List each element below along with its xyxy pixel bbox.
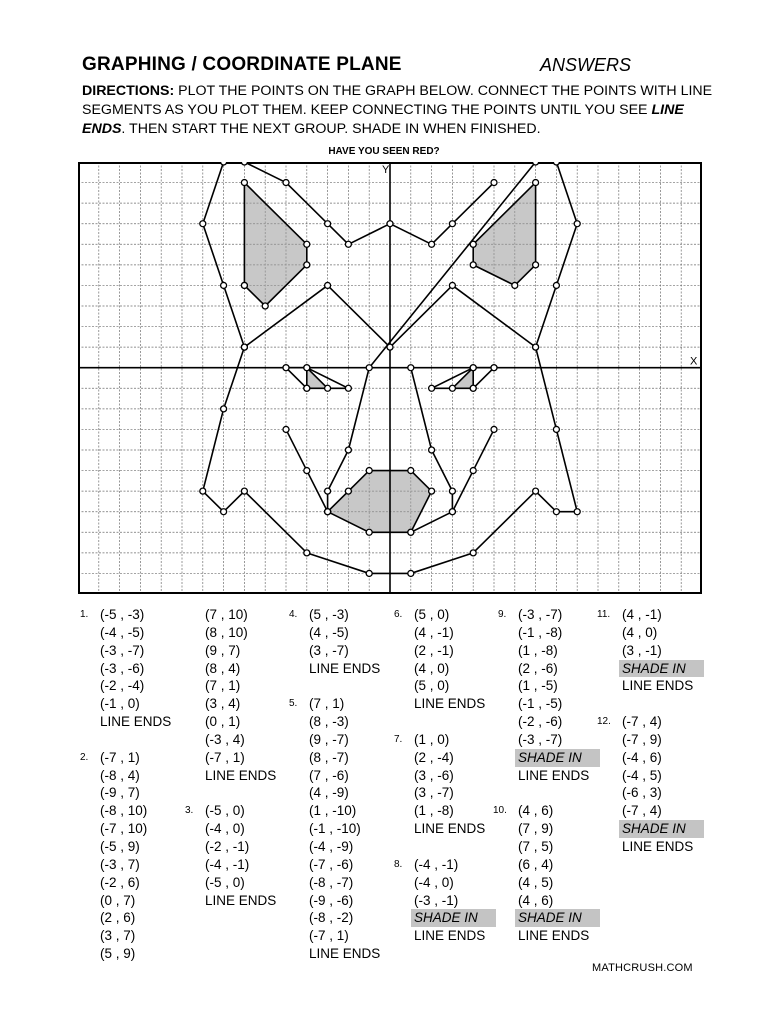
coordinate-pair: (-1 , -5): [518, 696, 563, 712]
coordinate-pair: (-3 , 4): [205, 731, 245, 747]
coordinate-pair: (-2 , 6): [100, 874, 140, 890]
plotted-point: [262, 303, 268, 309]
plotted-point: [345, 385, 351, 391]
line-ends-label: LINE ENDS: [518, 767, 590, 783]
coordinate-pair: (3 , 4): [205, 696, 241, 712]
coordinate-pair: (4 , -9): [309, 785, 349, 801]
shade-in-label: SHADE IN: [515, 749, 600, 767]
coordinate-pair: (0 , 7): [100, 892, 136, 908]
plotted-point: [408, 529, 414, 535]
line-ends-label: LINE ENDS: [622, 678, 694, 694]
point-group: [597, 606, 704, 695]
coordinate-pair: (-4 , -1): [205, 856, 250, 872]
plotted-point: [387, 221, 393, 227]
plotted-point: [200, 221, 206, 227]
coordinate-pair: (6 , 4): [518, 856, 554, 872]
plotted-point: [449, 488, 455, 494]
coordinate-pair: (-7 , -6): [309, 856, 354, 872]
shade-in-label: SHADE IN: [619, 820, 704, 838]
plotted-point: [325, 282, 331, 288]
line-ends-label: LINE ENDS: [100, 714, 172, 730]
coordinate-pair: (4 , -1): [622, 607, 662, 622]
coordinate-pair: (-7 , 10): [100, 821, 148, 837]
plotted-point: [574, 221, 580, 227]
shade-in-row: [600, 660, 704, 678]
shade-in-label: SHADE IN: [411, 909, 496, 927]
coordinate-pair: (7 , 1): [205, 678, 241, 694]
coordinate-pair: (-7 , 4): [622, 714, 662, 730]
line-ends-label: LINE ENDS: [518, 928, 590, 944]
line-ends-label: LINE ENDS: [309, 660, 381, 676]
point-group: [597, 713, 704, 856]
plotted-point: [470, 262, 476, 268]
point-group: [78, 749, 147, 963]
coordinate-pair: (-9 , 7): [100, 785, 140, 801]
line-ends-label: LINE ENDS: [205, 767, 277, 783]
coordinate-pair: (-2 , -6): [518, 714, 563, 730]
coordinate-pair: (5 , 0): [414, 678, 450, 694]
plotted-point: [283, 426, 289, 432]
plotted-point: [408, 570, 414, 576]
coordinate-pair: (-7 , 1): [205, 749, 245, 765]
plotted-point: [345, 241, 351, 247]
plotted-point: [366, 365, 372, 371]
coordinate-plane: [78, 162, 702, 594]
coordinate-pair: (-5 , 0): [205, 874, 245, 890]
group-number: 1.: [80, 609, 89, 620]
coordinate-pair: (1 , -10): [309, 803, 357, 819]
plotted-point: [304, 468, 310, 474]
group-number: 11.: [597, 609, 611, 620]
coordinate-pair: (-7 , 4): [622, 803, 662, 819]
coordinate-pair: (-4 , -5): [100, 624, 145, 640]
coordinate-pair: (-8 , -7): [309, 874, 354, 890]
coordinate-pair: (8 , -3): [309, 714, 349, 730]
coordinate-pair: (8 , 10): [205, 624, 248, 640]
coordinate-pair: (0 , 1): [205, 714, 241, 730]
coordinate-pair: (-3 , -7): [518, 607, 563, 622]
x-axis-label: X: [690, 355, 698, 368]
point-group: [78, 606, 171, 731]
coordinate-pair: (-4 , -9): [309, 839, 354, 854]
point-group: [287, 695, 380, 963]
directions-body-2: . THEN START THE NEXT GROUP. SHADE IN WHEN FINISHED.: [121, 121, 541, 137]
plotted-point: [241, 344, 247, 350]
plotted-point: [241, 488, 247, 494]
plotted-point: [533, 162, 539, 165]
plotted-point: [408, 365, 414, 371]
point-group: [183, 802, 276, 909]
plotted-point: [325, 509, 331, 515]
coordinate-pair: (-1 , 0): [100, 696, 140, 712]
plotted-point: [491, 365, 497, 371]
plotted-point: [553, 426, 559, 432]
coordinate-pair: (-4 , -1): [414, 856, 459, 872]
plotted-point: [366, 570, 372, 576]
plotted-point: [221, 406, 227, 412]
coordinate-pair: (7 , 10): [205, 607, 248, 622]
plotted-point: [512, 282, 518, 288]
plotted-point: [304, 365, 310, 371]
line-ends-label: LINE ENDS: [414, 696, 486, 712]
coordinate-pair: (2 , -4): [414, 749, 454, 765]
page-title: GRAPHING / COORDINATE PLANE: [82, 54, 402, 75]
plotted-point: [241, 162, 247, 165]
coordinate-pair: (-2 , -1): [205, 839, 250, 855]
y-axis-label: Y: [382, 164, 390, 176]
group-number: 3.: [185, 805, 194, 817]
group-number: 4.: [289, 609, 298, 620]
coordinate-pair: (4 , 5): [518, 874, 554, 890]
plotted-point: [408, 468, 414, 474]
plotted-point: [345, 447, 351, 453]
line-ends-label: LINE ENDS: [205, 892, 277, 908]
plotted-point: [470, 241, 476, 247]
line-ends-label: LINE ENDS: [414, 821, 486, 837]
coordinate-pair: (-8 , 4): [100, 767, 140, 783]
puzzle-subtitle: HAVE YOU SEEN RED?: [328, 146, 440, 157]
coordinate-pair: (5 , 0): [414, 607, 450, 622]
plotted-point: [491, 180, 497, 186]
coordinate-pair: (-8 , -2): [309, 910, 354, 926]
plotted-point: [366, 529, 372, 535]
plotted-point: [429, 241, 435, 247]
point-group: [493, 802, 600, 945]
coordinate-pair: (5 , -3): [309, 607, 349, 622]
coordinate-pair: (4 , 6): [518, 892, 554, 908]
coordinate-pair: (8 , 4): [205, 660, 241, 676]
coordinate-pair: (-1 , -8): [518, 624, 563, 640]
coordinate-pair: (8 , -7): [309, 749, 349, 765]
coordinate-pair: (7 , 5): [518, 839, 554, 855]
plotted-point: [470, 468, 476, 474]
plotted-point: [574, 509, 580, 515]
plotted-point: [283, 365, 289, 371]
plotted-point: [553, 282, 559, 288]
coordinate-pair: (1 , -8): [518, 642, 558, 658]
coordinate-pair: (7 , 1): [309, 696, 345, 712]
shade-in-label: SHADE IN: [515, 909, 600, 927]
answers-label: ANSWERS: [540, 55, 632, 75]
plotted-point: [449, 221, 455, 227]
coordinate-pair: (3 , -1): [622, 642, 662, 658]
coordinate-pair: (-8 , 10): [100, 803, 148, 819]
coordinate-pair: (5 , 9): [100, 946, 136, 962]
line-ends-label: LINE ENDS: [414, 928, 486, 944]
group-number: 7.: [394, 733, 403, 745]
point-group: [496, 606, 600, 784]
group-number: 8.: [394, 858, 403, 870]
plotted-point: [449, 282, 455, 288]
plotted-point: [241, 180, 247, 186]
plotted-point: [283, 180, 289, 186]
plotted-point: [533, 344, 539, 350]
footer-site: MATHCRUSH.COM: [592, 962, 693, 974]
coordinate-pair: (-9 , -6): [309, 892, 354, 908]
plotted-point: [221, 282, 227, 288]
coordinate-pair: (3 , -7): [309, 642, 349, 658]
coordinate-pair: (-5 , 9): [100, 839, 140, 855]
coordinate-pair: (1 , -8): [414, 803, 454, 819]
plotted-point: [304, 550, 310, 556]
coordinate-pair: (-3 , -7): [100, 642, 145, 658]
coordinate-pair: (3 , -6): [414, 767, 454, 783]
plotted-point: [304, 241, 310, 247]
coordinate-pair: (7 , -6): [309, 767, 349, 783]
plotted-point: [470, 365, 476, 371]
coordinate-pair: (3 , 7): [100, 928, 136, 944]
plotted-point: [221, 509, 227, 515]
plotted-point: [470, 550, 476, 556]
coordinate-pair: (4 , -1): [414, 624, 454, 640]
shade-in-row: [392, 909, 496, 927]
coordinate-pair: (-7 , 1): [100, 749, 140, 765]
line-ends-label: LINE ENDS: [622, 839, 694, 854]
group-number: 6.: [394, 609, 403, 620]
plotted-point: [366, 468, 372, 474]
plotted-point: [304, 262, 310, 268]
plotted-point: [200, 488, 206, 494]
coordinate-pair: (-3 , -6): [100, 660, 145, 676]
plotted-point: [304, 385, 310, 391]
coordinate-pair: (4 , 6): [518, 803, 554, 819]
coordinate-pair: (-7 , 1): [309, 928, 349, 944]
coordinate-pair: (1 , -5): [518, 678, 558, 694]
directions-emphasis: LINE ENDS: [82, 102, 684, 137]
coordinate-pair: (-4 , 5): [622, 767, 662, 783]
coordinate-pair: (7 , 9): [518, 821, 554, 837]
plotted-point: [429, 447, 435, 453]
plotted-point: [221, 162, 227, 165]
plotted-point: [325, 221, 331, 227]
shade-in-row: [600, 820, 704, 838]
coordinate-pair: (4 , -5): [309, 624, 349, 640]
plotted-point: [553, 162, 559, 165]
coordinate-pair: (-5 , -3): [100, 607, 145, 622]
coordinate-pair: (2 , -1): [414, 642, 454, 658]
point-group: [392, 606, 485, 713]
coordinate-pair: (-6 , 3): [622, 785, 662, 801]
coordinate-pair: (3 , -7): [414, 785, 454, 801]
coordinate-pair: (-4 , 0): [205, 821, 245, 837]
coordinate-pair: (-4 , 0): [414, 874, 454, 890]
plotted-point: [345, 488, 351, 494]
group-number: 12.: [597, 716, 611, 728]
coordinate-pair: (-3 , -7): [518, 731, 563, 747]
coordinate-pair: (2 , 6): [100, 910, 136, 926]
plotted-point: [553, 509, 559, 515]
coordinate-pair: (-7 , 9): [622, 731, 662, 747]
coordinate-pair: (9 , -7): [309, 731, 349, 747]
point-group: [392, 856, 496, 945]
plotted-point: [491, 426, 497, 432]
plotted-point: [533, 180, 539, 186]
plotted-point: [470, 385, 476, 391]
plotted-point: [449, 385, 455, 391]
shade-in-label: SHADE IN: [619, 660, 704, 678]
plotted-point: [241, 282, 247, 288]
plotted-point: [387, 344, 393, 350]
group-number: 9.: [498, 609, 507, 620]
line-ends-label: LINE ENDS: [309, 946, 381, 962]
coordinate-pair: (-1 , -10): [309, 821, 361, 837]
plotted-point: [533, 262, 539, 268]
coordinate-pair: (2 , -6): [518, 660, 558, 676]
coordinate-pair: (-2 , -4): [100, 678, 145, 694]
group-number: 5.: [289, 698, 298, 710]
plotted-point: [429, 385, 435, 391]
plotted-point: [325, 488, 331, 494]
coordinate-pair: (9 , 7): [205, 642, 241, 658]
plotted-point: [449, 509, 455, 515]
directions-body-1: PLOT THE POINTS ON THE GRAPH BELOW. CONNECT THE POINTS WITH LINE SEGMENTS AS YOU PLOT THEM. KEEP CONNECTING THE POINTS UNTIL YOU SEE: [82, 83, 713, 118]
plotted-point: [325, 385, 331, 391]
point-group: [183, 606, 276, 784]
coordinate-pair: (-4 , 6): [622, 749, 662, 765]
plotted-point: [429, 488, 435, 494]
directions-lead: DIRECTIONS:: [82, 83, 175, 99]
shade-in-row: [496, 909, 600, 927]
point-group: [392, 731, 485, 838]
group-number: 10.: [493, 805, 507, 817]
coordinate-pair: (4 , 0): [414, 660, 450, 676]
shade-in-row: [496, 749, 600, 767]
point-group: [287, 606, 380, 677]
directions-text: [82, 82, 722, 139]
plotted-point: [533, 488, 539, 494]
coordinate-pair: (-3 , 7): [100, 856, 140, 872]
coordinate-pair: (-3 , -1): [414, 892, 459, 908]
coordinate-pair: (4 , 0): [622, 624, 658, 640]
coordinate-pair: (-5 , 0): [205, 803, 245, 819]
group-number: 2.: [80, 751, 89, 763]
coordinate-pair: (1 , 0): [414, 731, 450, 747]
shaded-region: [244, 183, 306, 306]
